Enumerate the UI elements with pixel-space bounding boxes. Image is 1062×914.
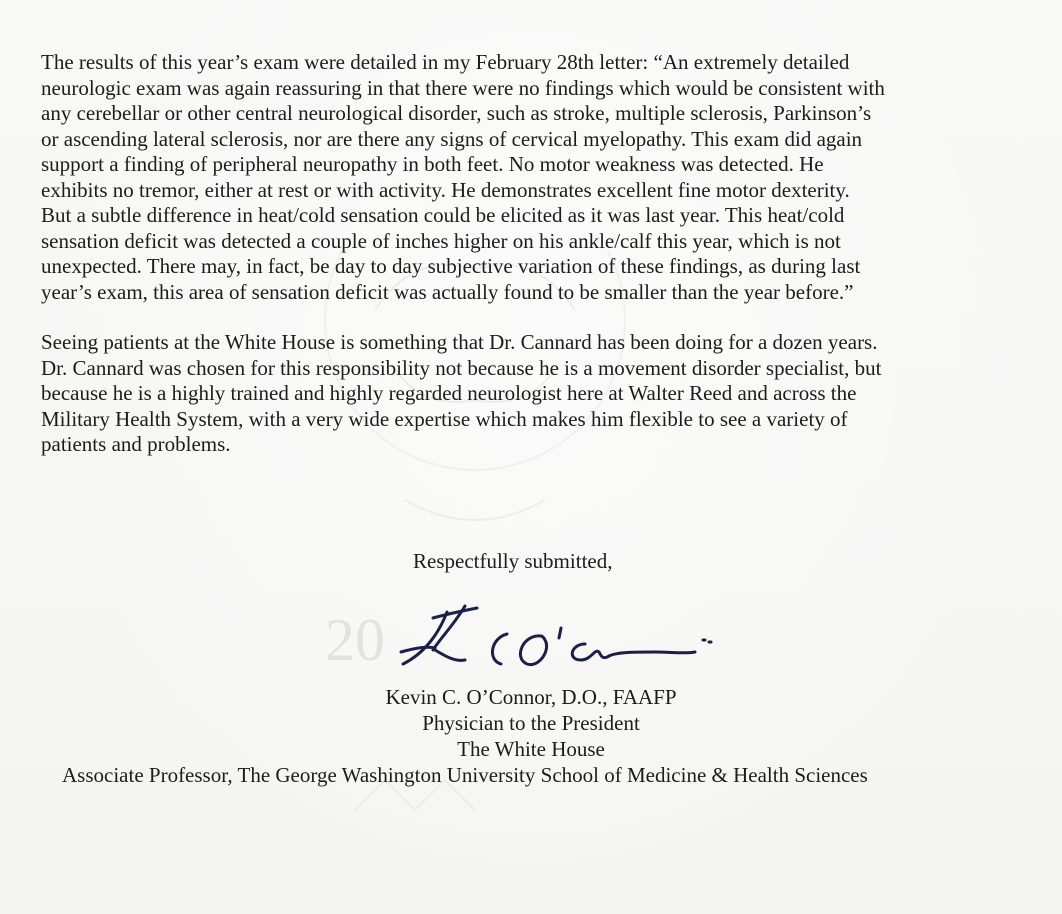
- signature-block: [0, 684, 1062, 788]
- paragraph-line: year’s exam, this area of sensation deficit was actually found to be smaller than the year before.”: [41, 279, 854, 304]
- signatory-title: Physician to the President: [422, 711, 640, 735]
- paragraph-line: Military Health System, with a very wide expertise which makes him flexible to see a variety of: [41, 406, 848, 431]
- paragraph-exam-results: [41, 50, 1031, 305]
- paragraph-line: exhibits no tremor, either at rest or with activity. He demonstrates excellent fine motor dexterity.: [41, 177, 850, 202]
- paragraph-line: patients and problems.: [41, 432, 231, 456]
- closing-salutation: Respectfully submitted,: [413, 549, 613, 573]
- signatory-office: The White House: [457, 737, 605, 761]
- paragraph-line: The results of this year’s exam were detailed in my February 28th letter: “An extremely detailed: [41, 50, 850, 74]
- paragraph-line: Seeing patients at the White House is something that Dr. Cannard has been doing for a dozen years.: [41, 330, 878, 354]
- signatory-name: Kevin C. O’Connor, D.O., FAAFP: [385, 685, 677, 709]
- signatory-affiliation: Associate Professor, The George Washington University School of Medicine & Health Sciences: [62, 763, 868, 787]
- paragraph-line: because he is a highly trained and highly regarded neurologist here at Walter Reed and across the: [41, 381, 857, 405]
- paragraph-line: unexpected. There may, in fact, be day to day subjective variation of these findings, as during last: [41, 254, 861, 278]
- letter-body: [41, 50, 1031, 483]
- paragraph-line: But a subtle difference in heat/cold sensation could be elicited as it was last year. This heat/cold: [41, 203, 845, 227]
- seal-year-text: 20: [325, 607, 385, 673]
- paragraph-line: any cerebellar or other central neurological disorder, such as stroke, multiple sclerosis, Parkinson’s: [41, 101, 872, 125]
- paragraph-line: or ascending lateral sclerosis, nor are there any signs of cervical myelopathy. This exam did again: [41, 126, 863, 151]
- paragraph-line: Dr. Cannard was chosen for this responsibility not because he is a movement disorder specialist, but: [41, 355, 882, 380]
- paragraph-dr-cannard: [41, 330, 1031, 458]
- paragraph-line: support a finding of peripheral neuropathy in both feet. No motor weakness was detected. He: [41, 152, 824, 176]
- handwritten-signature: [395, 598, 725, 680]
- paragraph-line: neurologic exam was again reassuring in that there were no findings which would be consistent with: [41, 75, 885, 100]
- paragraph-line: sensation deficit was detected a couple of inches higher on his ankle/calf this year, which is not: [41, 228, 841, 253]
